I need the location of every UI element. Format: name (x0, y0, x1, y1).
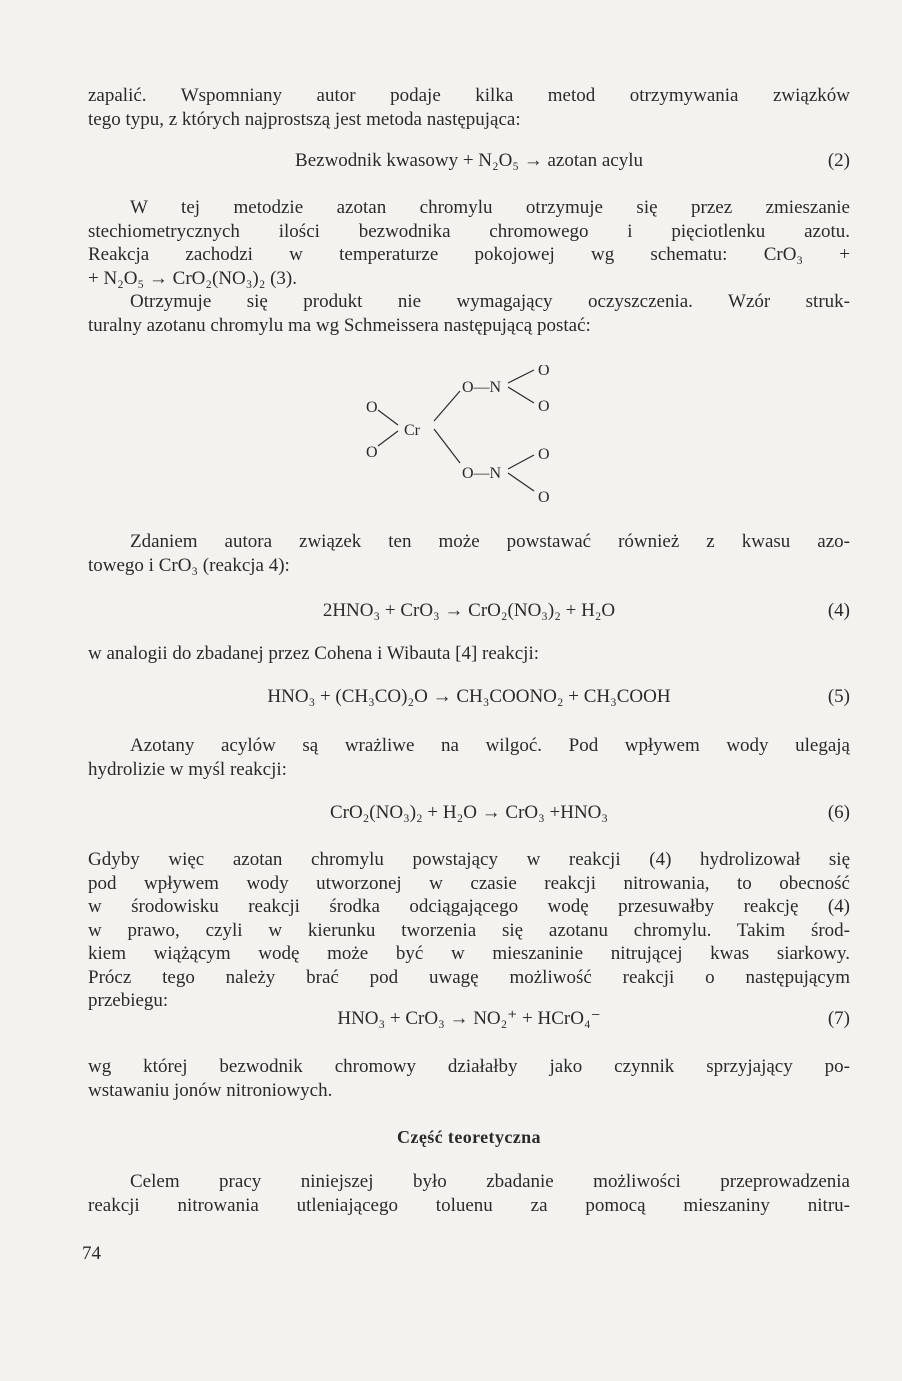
equation-formula: HNO₃ + CrO₃ → NO₂⁺ + HCrO₄⁻ (337, 1008, 601, 1029)
text-line: w analogii do zbadanej przez Cohena i Wibauta [4] reakcji: (88, 643, 539, 664)
paragraph-2 (88, 196, 850, 290)
text-line: w środowisku reakcji środka odciągającego wodę przesuwałby reakcję (4) (88, 896, 850, 917)
text-line: przebiegu: (88, 990, 169, 1011)
equation-formula: HNO₃ + (CH₃CO)₂O → CH₃COONO₂ + CH₃COOH (267, 686, 671, 707)
atom-label: O (538, 398, 550, 415)
paragraph-7 (88, 848, 850, 1013)
bond-line (508, 473, 534, 491)
equation-number: (4) (827, 600, 850, 621)
text-line: W tej metodzie azotan chromylu otrzymuje się przez zmieszanie (130, 197, 850, 218)
text-line: kiem wiążącym wodę może być w mieszaninie nitrującej kwas siarkowy. (88, 943, 850, 964)
atom-label: O (538, 446, 550, 463)
paragraph-8 (88, 1055, 850, 1102)
atom-label: O—N (462, 379, 502, 396)
paragraph-3 (88, 290, 850, 337)
equation-number: (7) (827, 1008, 850, 1029)
paragraph-4 (88, 530, 850, 577)
bond-line (508, 370, 534, 383)
bond-line (434, 429, 460, 463)
text-line: Azotany acylów są wrażliwe na wilgoć. Pod wpływem wody ulegają (130, 735, 850, 756)
section-heading: Część teoretyczna (397, 1127, 541, 1147)
text-line: w prawo, czyli w kierunku tworzenia się azotanu chromylu. Takim środ- (88, 919, 850, 941)
page-number: 74 (82, 1243, 101, 1264)
text-line: hydrolizie w myśl reakcji: (88, 758, 287, 780)
text-line: Zdaniem autora związek ten może powstawać również z kwasu azo- (130, 531, 850, 552)
bond-line (434, 391, 460, 421)
text-line: Gdyby więc azotan chromylu powstający w reakcji (4) hydrolizował się (88, 849, 850, 870)
text-line: towego i CrO₃ (reakcja 4): (88, 554, 290, 576)
paragraph-6 (88, 734, 850, 781)
text-line: Prócz tego należy brać pod uwagę możliwość reakcji o następującym (88, 966, 850, 988)
text-line: turalny azotanu chromylu ma wg Schmeissera następującą postać: (88, 314, 591, 336)
equation-number: (2) (827, 150, 850, 171)
equation-formula: 2HNO₃ + CrO₃ → CrO₂(NO₃)₂ + H₂O (322, 600, 616, 621)
atom-label: Cr (404, 422, 420, 439)
bond-line (508, 387, 534, 403)
atom-label: O (538, 365, 550, 379)
text-line: Celem pracy niniejszej było zbadanie możliwości przeprowadzenia (130, 1171, 850, 1192)
bond-line (378, 410, 398, 425)
text-line: Otrzymuje się produkt nie wymagający oczyszczenia. Wzór struk- (130, 291, 850, 312)
atom-label: O (366, 399, 378, 416)
equation-7 (88, 1006, 850, 1032)
equation-number: (5) (827, 686, 850, 707)
atom-label: O—N (462, 465, 502, 482)
text-line: wstawaniu jonów nitroniowych. (88, 1079, 333, 1101)
paragraph-1 (88, 84, 850, 131)
chromyl-nitrate-structure (350, 365, 590, 515)
text-line: zapalić. Wspomniany autor podaje kilka metod otrzymywania związków (88, 85, 850, 106)
paragraph-5 (88, 642, 850, 666)
text-line: reakcji nitrowania utleniającego toluenu za pomocą mieszaniny nitru- (88, 1194, 850, 1216)
equation-4 (88, 598, 850, 624)
bond-line (508, 455, 534, 469)
equation-5 (88, 684, 850, 710)
text-line: pod wpływem wody utworzonej w czasie reakcji nitrowania, to obecność (88, 872, 850, 894)
atom-label: O (366, 444, 378, 461)
text-line: stechiometrycznych ilości bezwodnika chromowego i pięciotlenku azotu. (88, 220, 850, 242)
text-line: tego typu, z których najprostszą jest metoda następująca: (88, 108, 521, 130)
text-line: Reakcja zachodzi w temperaturze pokojowej wg schematu: CrO₃ + (88, 244, 850, 265)
equation-2 (88, 148, 850, 174)
bond-line (378, 431, 398, 446)
equation-6 (88, 800, 850, 826)
equation-formula: CrO₂(NO₃)₂ + H₂O → CrO₃ +HNO₃ (329, 802, 609, 823)
atom-label: O (538, 489, 550, 506)
text-line: wg której bezwodnik chromowy działałby jako czynnik sprzyjający po- (88, 1056, 850, 1077)
paragraph-9 (88, 1170, 850, 1217)
text-line: + N₂O₅ → CrO₂(NO₃)₂ (3). (88, 267, 297, 289)
equation-formula: Bezwodnik kwasowy + N₂O₅ → azotan acylu (295, 150, 643, 171)
equation-number: (6) (827, 802, 850, 823)
